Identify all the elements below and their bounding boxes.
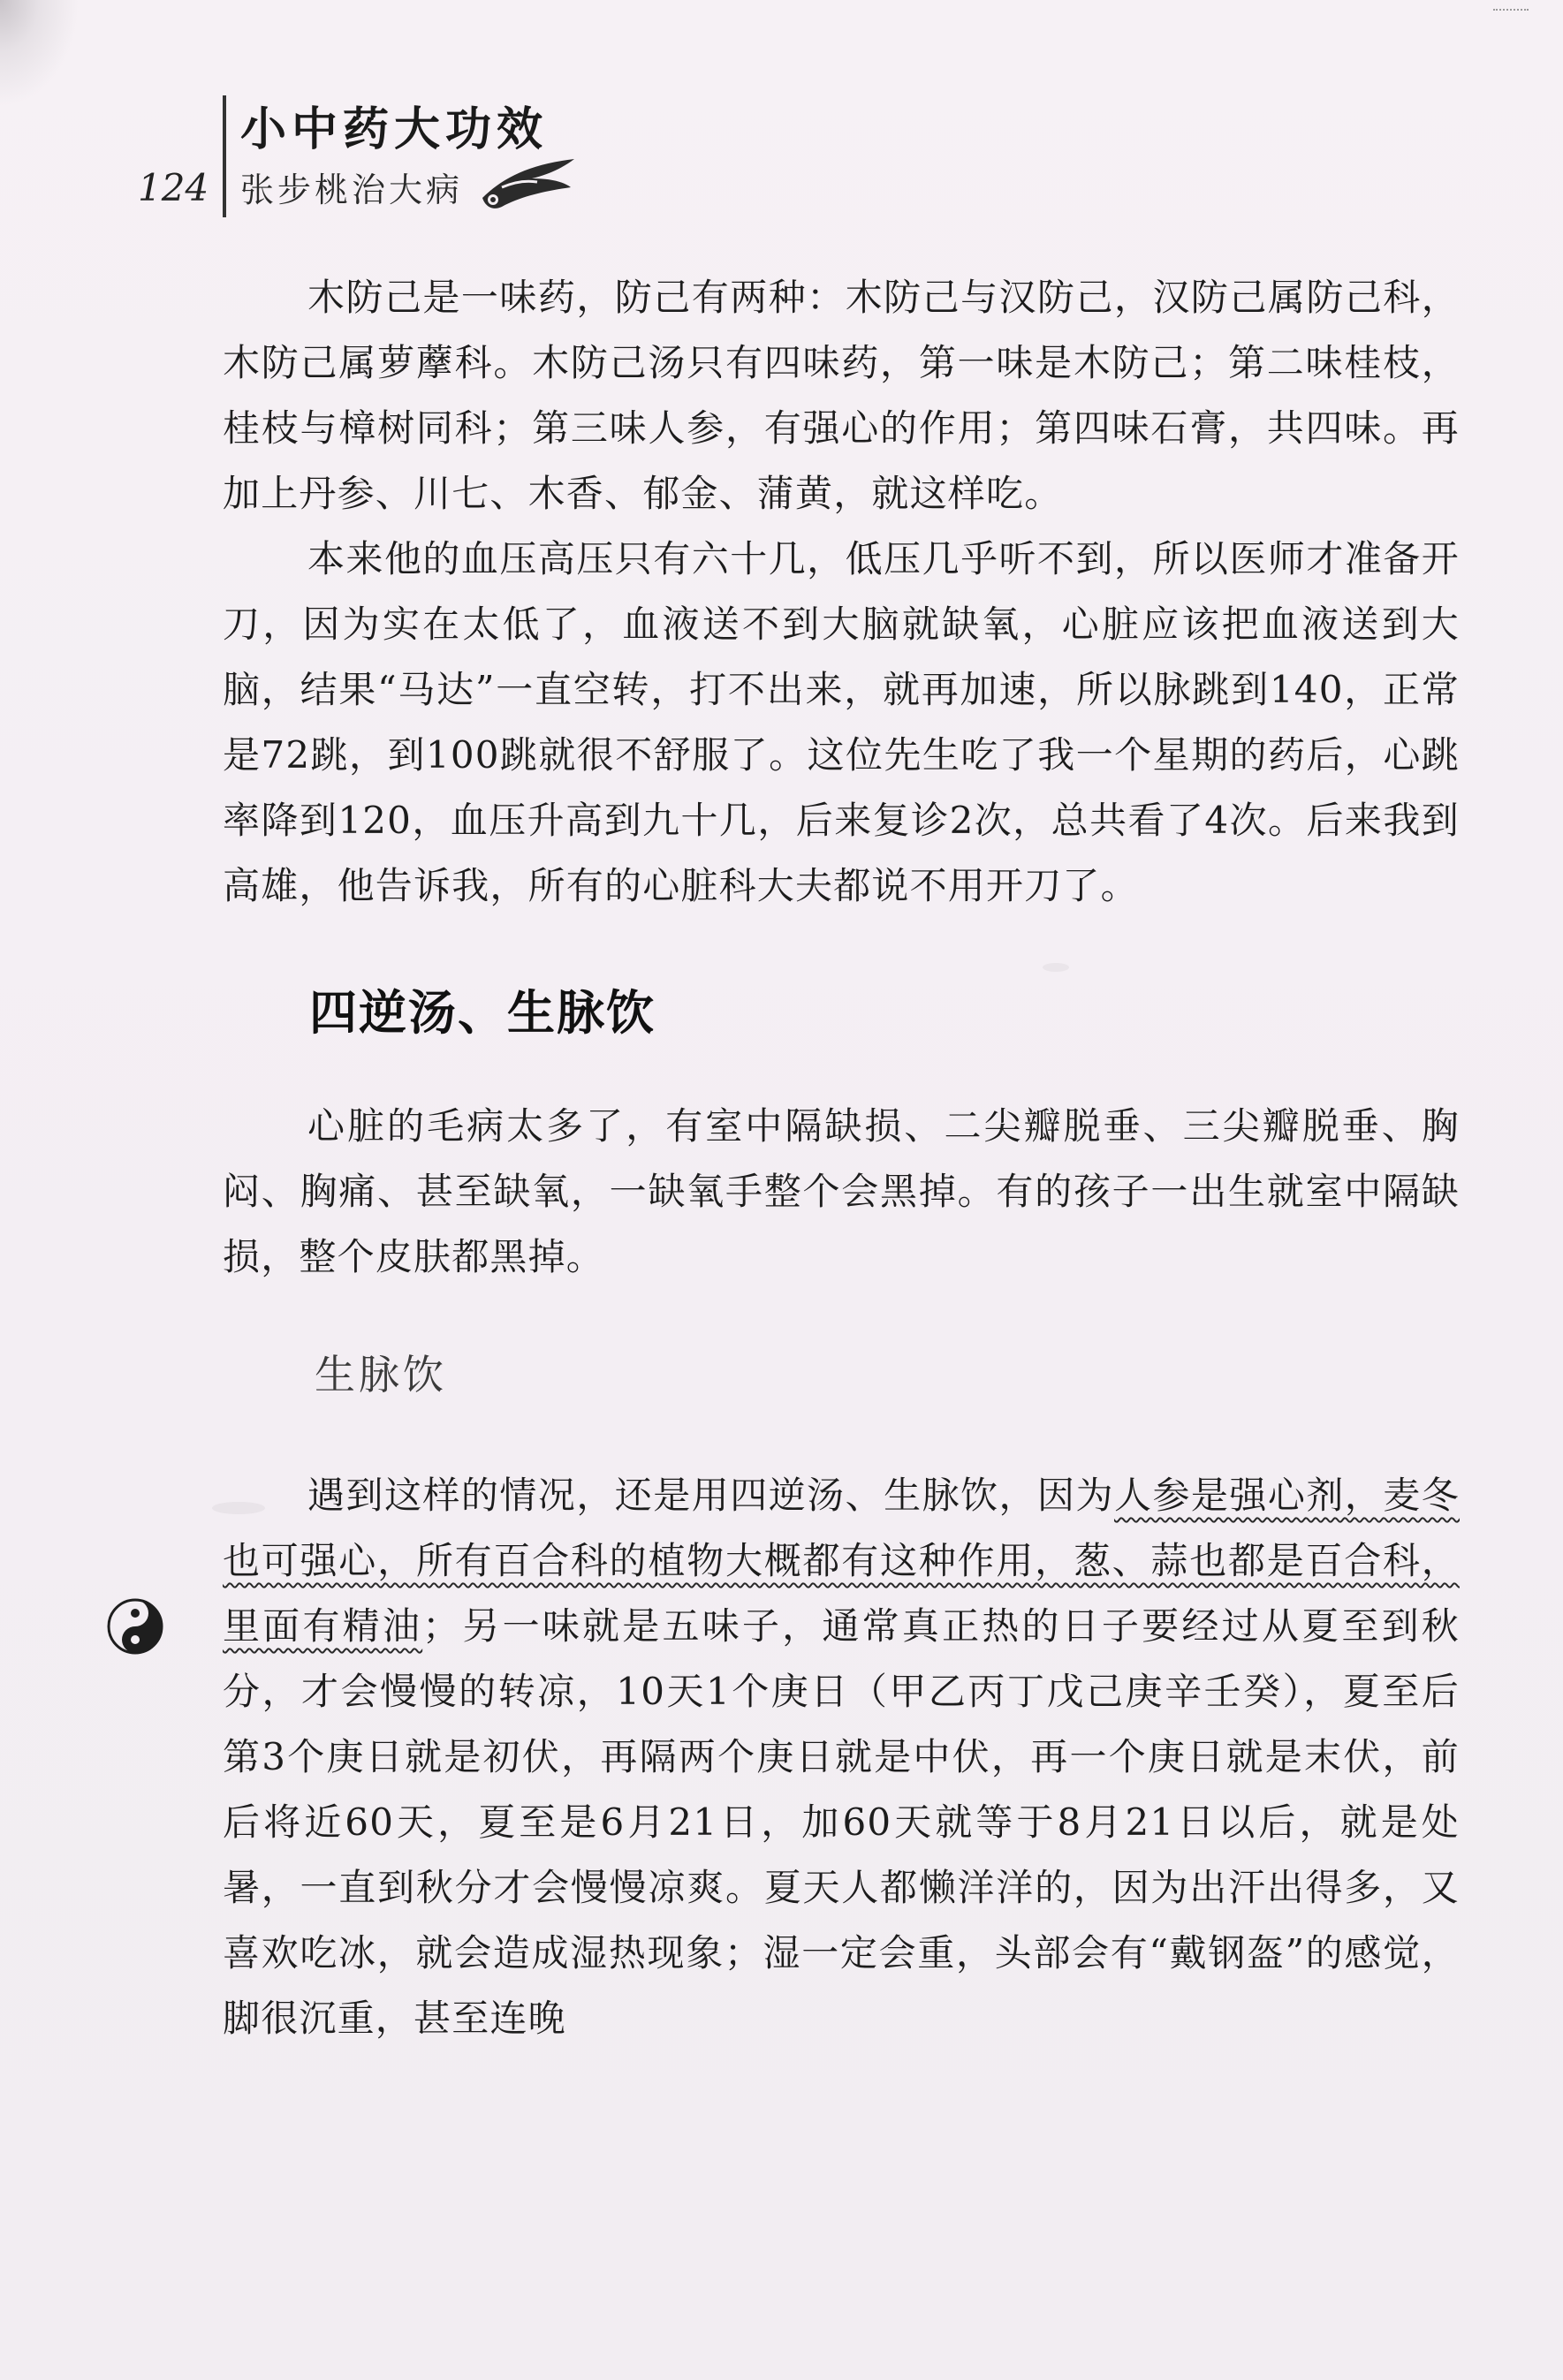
paragraph-mufangji: 木防己是一味药，防己有两种：木防己与汉防己，汉防己属防己科，木防己属萝藦科。木防己汤只有四味药，第一味是木防己；第二味桂枝，桂枝与樟树同科；第三味人参，有强心的作用；第四味石膏，共四味。再加上丹参、川七、木香、郁金、蒲黄，就这样吃。: [223, 276, 1460, 515]
page-number: 124: [138, 166, 209, 209]
paragraph-blood-pressure: 本来他的血压高压只有六十几，低压几乎听不到，所以医师才准备开刀，因为实在太低了，血液送不到大脑就缺氧，心脏应该把血液送到大脑，结果“马达”一直空转，打不出来，就再加速，所以脉跳到140，正常是72跳，到100跳就很不舒服了。这位先生吃了我一个星期的药后，心跳率降到120，血压升高到九十几，后来复诊2次，总共看了4次。后来我到高雄，他告诉我，所有的心脏科大夫都说不用开刀了。: [223, 537, 1460, 907]
header-divider: [223, 95, 226, 217]
paragraph-shengmaiyin: [223, 1463, 1460, 2051]
page-header: [133, 88, 610, 212]
section-heading: 四逆汤、生脉饮: [309, 985, 656, 1041]
paragraph-heart-disease: 心脏的毛病太多了，有室中隔缺损、二尖瓣脱垂、三尖瓣脱垂、胸闷、胸痛、甚至缺氧，一缺氧手整个会黑掉。有的孩子一出生就室中隔缺损，整个皮肤都黑掉。: [223, 1104, 1460, 1278]
paragraph-rest-text: ；另一味就是五味子，通常真正热的日子要经过从夏至到秋分，才会慢慢的转凉，10天1个庚日（甲乙丙丁戊己庚辛壬癸），夏至后第3个庚日就是初伏，再隔两个庚日就是中伏，再一个庚日就是末伏，前后将近60天，夏至是6月21日，加60天就等于8月21日以后，就是处暑，一直到秋分才会慢慢凉爽。夏天人都懒洋洋的，因为出汗出得多，又喜欢吃冰，就会造成湿热现象；湿一定会重，头部会有“戴钢盔”的感觉，脚很沉重，甚至连晚: [223, 1604, 1460, 2040]
sub-heading: 生脉饮: [315, 1351, 447, 1398]
paragraph-lead-text: 遇到这样的情况，还是用四逆汤、生脉饮，因为: [307, 1474, 1114, 1517]
scan-artifact: [1493, 9, 1529, 18]
page-body: [223, 265, 1460, 2051]
yin-yang-icon: [106, 1597, 164, 1656]
underlined-passage: 人参是强心剂，麦冬也可强心，所有百合科的植物大概都有这种作用，葱、蒜也都是百合科，里面有精油: [223, 1474, 1460, 1648]
book-subtitle: 张步桃治大病: [240, 171, 464, 209]
scan-shadow: [0, 0, 80, 106]
book-title: 小中药大功效: [240, 103, 549, 156]
brush-stroke-logo-icon: [475, 152, 581, 216]
